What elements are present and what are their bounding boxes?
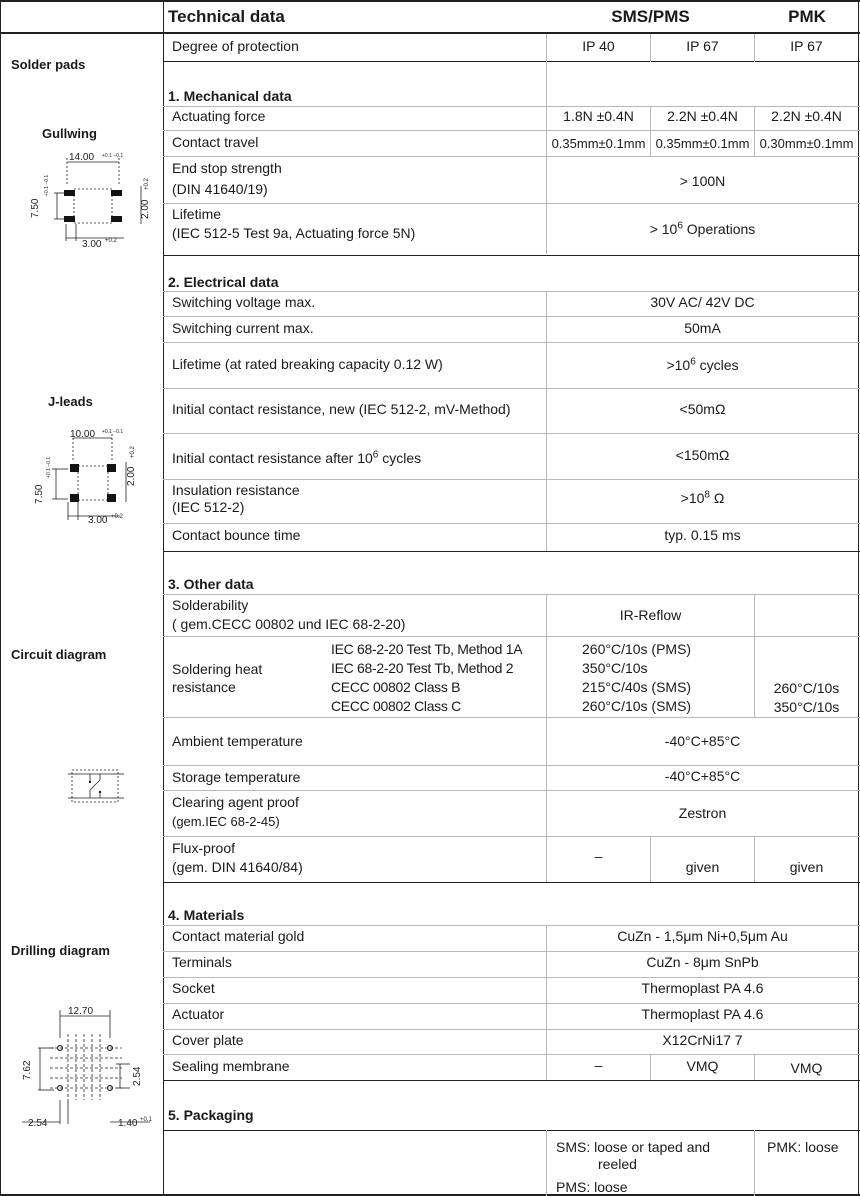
jleads-pitch-tol: +0.2 xyxy=(111,514,123,520)
jleads-pitch-dim: 3.00 xyxy=(88,515,108,526)
gold-value: CuZn - 1,5μm Ni+0,5μm Au xyxy=(617,928,788,944)
row-line xyxy=(163,790,860,791)
current-value: 50mA xyxy=(684,320,721,336)
gullwing-heading: Gullwing xyxy=(42,126,97,141)
drill-width-dim: 12.70 xyxy=(68,1006,94,1017)
flux-pmk: given xyxy=(789,859,824,875)
drill-height-dim: 7.62 xyxy=(22,1060,33,1080)
current-label: Switching current max. xyxy=(172,320,314,336)
membrane-label: Sealing membrane xyxy=(172,1058,290,1074)
rule-4 xyxy=(163,882,860,883)
gold-label: Contact material gold xyxy=(172,928,305,944)
jleads-height-tol: +0.1 −0.1 xyxy=(46,456,52,478)
force-label: Actuating force xyxy=(172,108,266,124)
row-line xyxy=(163,523,860,524)
rule-3 xyxy=(163,551,860,552)
heat-pmk-2: 350°C/10s xyxy=(773,699,840,715)
row-line xyxy=(163,106,860,107)
jleads-footprint-drawing xyxy=(30,424,142,528)
row-line xyxy=(163,342,860,343)
section-packaging: 5. Packaging xyxy=(168,1107,254,1123)
top-rule xyxy=(0,0,860,2)
gullwing-pad-dim: 2.00 xyxy=(140,199,151,219)
insulation-sublabel: (IEC 512-2) xyxy=(172,499,245,515)
drill-hole-dim: 1.40 xyxy=(118,1118,138,1128)
column-divider xyxy=(163,0,164,1196)
section-mechanical: 1. Mechanical data xyxy=(168,88,292,104)
gullwing-height-dim: 7.50 xyxy=(30,198,41,218)
jleads-width-tol: +0.1 −0.1 xyxy=(102,429,124,435)
jleads-pad-tol: +0.2 xyxy=(130,446,136,458)
ambient-value: -40°C+85°C xyxy=(664,733,741,749)
row-line xyxy=(163,1029,860,1030)
drill-hole-tol: +0.1 xyxy=(140,1117,152,1123)
packaging-pmk: PMK: loose xyxy=(767,1139,839,1155)
solderability-label: Solderability xyxy=(172,597,249,613)
heat-pmk-1: 260°C/10s xyxy=(773,680,840,696)
bounce-value: typ. 0.15 ms xyxy=(664,527,741,543)
res-after-value: <150mΩ xyxy=(675,447,730,463)
packaging-sms-line2: reeled xyxy=(598,1156,637,1172)
lifetime-label: Lifetime xyxy=(172,206,222,222)
ambient-label: Ambient temperature xyxy=(172,733,303,749)
voltage-value: 30V AC/ 42V DC xyxy=(650,294,755,310)
row-line xyxy=(163,925,860,926)
cover-value: X12CrNi17 7 xyxy=(662,1032,743,1048)
protection-sms: IP 40 xyxy=(582,38,615,54)
clearing-sublabel: (gem.IEC 68-2-45) xyxy=(172,814,280,829)
flux-sms: – xyxy=(594,848,603,864)
heat-sublabel: resistance xyxy=(172,679,236,695)
bounce-label: Contact bounce time xyxy=(172,527,301,543)
jleads-height-dim: 7.50 xyxy=(34,484,45,504)
socket-value: Thermoplast PA 4.6 xyxy=(641,980,764,996)
row-line xyxy=(163,479,860,480)
section-electrical: 2. Electrical data xyxy=(168,274,279,290)
terminals-value: CuZn - 8μm SnPb xyxy=(646,954,759,970)
res-new-label: Initial contact resistance, new (IEC 512-2, mV-Method) xyxy=(172,401,511,417)
terminals-label: Terminals xyxy=(172,954,232,970)
row-line xyxy=(163,156,860,157)
travel-pmk: 0.30mm±0.1mm xyxy=(759,136,854,151)
heat-value-2: 350°C/10s xyxy=(582,660,648,676)
heat-test-3: CECC 00802 Class B xyxy=(331,679,461,695)
flux-label: Flux-proof xyxy=(172,840,236,856)
drilling-diagram-drawing xyxy=(10,1004,160,1128)
membrane-pms: VMQ xyxy=(686,1058,719,1074)
elife-label: Lifetime (at rated breaking capacity 0.12 W) xyxy=(172,356,443,372)
row-line xyxy=(163,388,860,389)
actuator-label: Actuator xyxy=(172,1006,225,1022)
row-line xyxy=(163,203,860,204)
rule-2 xyxy=(163,255,860,256)
rule-6 xyxy=(163,1130,860,1131)
gullwing-height-tol: +0.1 −0.1 xyxy=(44,174,50,196)
drill-pitch-dim: 2.54 xyxy=(132,1066,143,1086)
force-pmk: 2.2N ±0.4N xyxy=(771,108,842,124)
gullwing-pitch-dim: 3.00 xyxy=(82,239,102,250)
res-after-label: Initial contact resistance after $10^6$ cycles xyxy=(172,449,422,466)
storage-label: Storage temperature xyxy=(172,769,301,785)
force-sms: 1.8N ±0.4N xyxy=(563,108,634,124)
rule-1 xyxy=(163,61,860,62)
solderability-value: IR-Reflow xyxy=(619,607,682,623)
cover-label: Cover plate xyxy=(172,1032,244,1048)
row-line xyxy=(163,130,860,131)
heat-value-3: 215°C/40s (SMS) xyxy=(582,679,692,695)
heat-test-4: CECC 00802 Class C xyxy=(331,698,461,714)
heat-label: Soldering heat xyxy=(172,661,263,677)
gullwing-pitch-tol: +0.2 xyxy=(105,238,117,244)
insulation-value: $>10^8$ Ω xyxy=(680,489,725,506)
gullwing-pad-tol: +0.2 xyxy=(144,178,150,190)
flux-pms: given xyxy=(685,859,720,875)
jleads-heading: J-leads xyxy=(48,394,93,409)
endstop-label: End stop strength xyxy=(172,160,282,176)
circuit-diagram-heading: Circuit diagram xyxy=(11,647,107,662)
header-pmk: PMK xyxy=(788,7,826,26)
storage-value: -40°C+85°C xyxy=(664,768,741,784)
drill-left-dim: 2.54 xyxy=(28,1118,48,1128)
col-line-value xyxy=(546,1130,547,1196)
row-line xyxy=(163,717,860,718)
lifetime-value: > $10^6$ Operations xyxy=(649,220,756,237)
solderability-sublabel: ( gem.CECC 00802 und IEC 68-2-20) xyxy=(172,616,406,632)
heat-value-4: 260°C/10s (SMS) xyxy=(582,698,692,714)
protection-pmk: IP 67 xyxy=(790,38,823,54)
row-line xyxy=(163,316,860,317)
rule-5 xyxy=(163,1080,860,1081)
row-line xyxy=(163,636,860,637)
row-line xyxy=(163,765,860,766)
jleads-pad-dim: 2.00 xyxy=(126,466,137,486)
row-line xyxy=(163,433,860,434)
row-line xyxy=(163,951,860,952)
heat-value-1: 260°C/10s (PMS) xyxy=(582,641,692,657)
drilling-diagram-heading: Drilling diagram xyxy=(11,943,110,958)
row-line xyxy=(163,836,860,837)
header-title: Technical data xyxy=(168,7,285,26)
protection-label: Degree of protection xyxy=(172,38,299,54)
col-line-pmk xyxy=(754,1130,755,1196)
insulation-label: Insulation resistance xyxy=(172,482,300,498)
clearing-value: Zestron xyxy=(678,805,727,821)
travel-label: Contact travel xyxy=(172,134,259,150)
left-frame xyxy=(0,0,1,1196)
socket-label: Socket xyxy=(172,980,215,996)
actuator-value: Thermoplast PA 4.6 xyxy=(641,1006,764,1022)
endstop-sublabel: (DIN 41640/19) xyxy=(172,181,268,197)
voltage-label: Switching voltage max. xyxy=(172,294,316,310)
elife-value: $>10^6$ cycles xyxy=(666,356,739,373)
header-sms-pms: SMS/PMS xyxy=(611,7,690,26)
circuit-diagram-drawing xyxy=(68,764,124,808)
lifetime-sublabel: (IEC 512-5 Test 9a, Actuating force 5N) xyxy=(172,225,416,241)
heat-test-2: IEC 68-2-20 Test Tb, Method 2 xyxy=(331,660,514,676)
header-rule xyxy=(0,32,860,34)
travel-sms: 0.35mm±0.1mm xyxy=(551,136,646,151)
jleads-width-dim: 10.00 xyxy=(70,429,96,440)
section-materials: 4. Materials xyxy=(168,907,245,923)
travel-pms: 0.35mm±0.1mm xyxy=(655,136,750,151)
flux-sublabel: (gem. DIN 41640/84) xyxy=(172,859,303,875)
row-line xyxy=(163,977,860,978)
solder-pads-heading: Solder pads xyxy=(11,57,86,72)
row-line xyxy=(163,594,860,595)
force-pms: 2.2N ±0.4N xyxy=(667,108,738,124)
gullwing-width-dim: 14.00 xyxy=(69,152,95,163)
section-other: 3. Other data xyxy=(168,576,254,592)
row-line xyxy=(163,1054,860,1055)
gullwing-width-tol: +0.1 −0.1 xyxy=(102,153,124,159)
gullwing-footprint-drawing xyxy=(24,146,156,250)
protection-pms: IP 67 xyxy=(686,38,719,54)
membrane-sms: – xyxy=(594,1057,603,1073)
packaging-sms-line1: SMS: loose or taped and xyxy=(556,1139,711,1155)
packaging-pms: PMS: loose xyxy=(556,1179,628,1195)
endstop-value: > 100N xyxy=(679,173,726,189)
row-line xyxy=(163,291,860,292)
right-frame xyxy=(858,0,859,1196)
heat-test-1: IEC 68-2-20 Test Tb, Method 1A xyxy=(331,641,523,657)
membrane-pmk: VMQ xyxy=(790,1060,823,1076)
res-new-value: <50mΩ xyxy=(679,401,726,417)
clearing-label: Clearing agent proof xyxy=(172,794,299,810)
row-line xyxy=(163,1003,860,1004)
